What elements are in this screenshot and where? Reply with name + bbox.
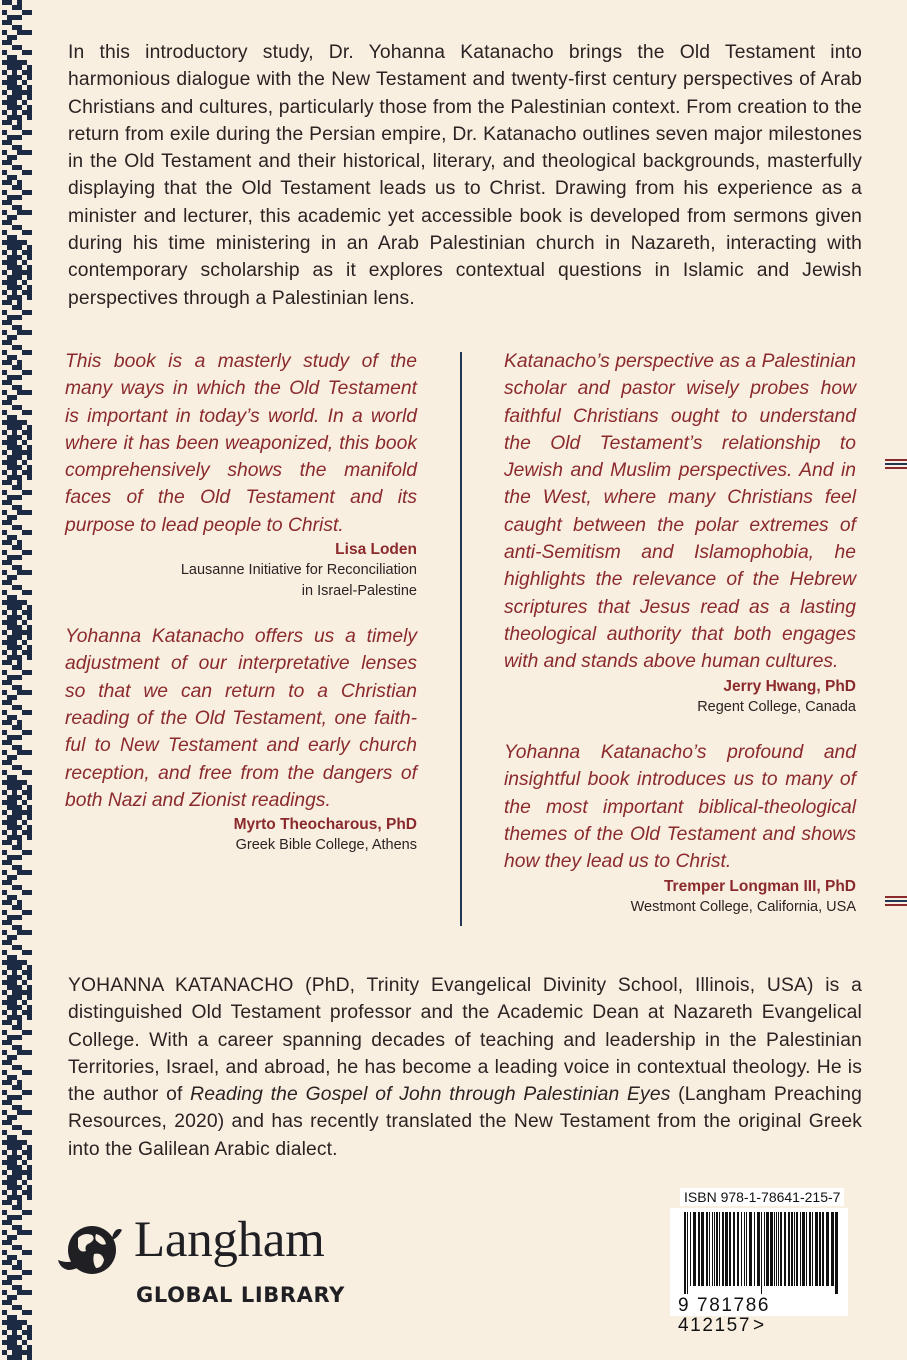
decorative-lines-bottom — [885, 896, 907, 906]
endorser-affiliation: Greek Bible College, Athens — [235, 837, 417, 854]
endorsement-quote: Katanacho’s perspective as a Palestinian scholar and pastor wisely probes how faithful Christians ought to understand the Old Testament’s relationship to Jewish and Muslim perspectives. And in the West, where many Christians feel caught between the polar extremes of anti-Semitism and Islamophobia, he highlights the relevance of the Hebrew scriptures that Jesus read as a lasting theological authority that both engages with and stands above human cultures. — [504, 351, 856, 673]
border-pattern — [0, 0, 34, 1360]
publisher-name: Langham — [134, 1212, 325, 1268]
endorsement — [504, 739, 856, 917]
author-bio — [68, 972, 862, 1163]
intro-paragraph: In this introductory study, Dr. Yohanna Katanacho brings the Old Testament into harmonious dialogue with the New Testament and twenty-first century perspectives of Arab Christians and cultures, particularly those from the Palestinian context. From creation to the return from exile during the Persian empire, Dr. Katanacho outlines seven major milestones in the Old Testament and their historical, literary, and theological backgrounds, masterfully displaying that the Old Testament leads us to Christ. Drawing from his experience as a minister and lecturer, this academic yet accessible book is developed from sermons given during his time ministering in an Arab Palestinian church in Nazareth, interacting with contemporary scholarship as it explores contextual questions in Islamic and Jewish perspectives through a Palestinian lens. — [68, 42, 862, 309]
barcode-chevron: > — [753, 1315, 766, 1336]
barcode-box — [670, 1208, 848, 1336]
isbn-barcode — [670, 1188, 870, 1336]
isbn-label: ISBN 978-1-78641-215-7 — [680, 1188, 844, 1206]
endorsements-right-column — [504, 348, 856, 939]
publisher-subtitle: GLOBAL LIBRARY — [136, 1283, 345, 1307]
author-bio-text: YOHANNA KATANACHO (PhD, Trinity Evangelical Divinity School, Illinois, USA) is a distinguished Old Testament professor and the Academic Dean at Nazareth Evangelical College. With a career spanning decades of teaching and leadership in the Palestinian Territories, Israel, and abroad, he has become a leading voice in contextual theology. He is the author of — [68, 975, 862, 1106]
barcode-digits — [678, 1296, 848, 1336]
book-title: Reading the Gospel of John through Palestinian Eyes — [190, 1084, 671, 1106]
endorsements-left-column — [65, 348, 417, 878]
endorsement-quote: This book is a masterly study of the many ways in which the Old Testament is important in today’s world. In a world where it has been weaponized, this book comprehensively shows the manifold faces of the Old Testament and its purpose to lead people to Christ. — [65, 351, 417, 536]
endorsement-attribution — [65, 815, 417, 856]
endorser-name: Tremper Longman III, PhD — [663, 877, 856, 895]
endorsement-quote: Yohanna Katanacho offers us a timely adjustment of our interpretative lenses so that we can return to a Christian reading of the Old Testament, one faithful to New Testament and early church reception, and free from the dangers of both Nazi and Zionist readings. — [65, 626, 417, 811]
publisher-logo — [56, 1214, 346, 1314]
endorser-affiliation: Lausanne Initiative for Reconciliation — [180, 562, 417, 579]
endorser-affiliation: in Israel-Palestine — [301, 582, 417, 599]
decorative-lines-top — [885, 459, 907, 469]
endorser-affiliation: Regent College, Canada — [697, 698, 856, 715]
globe-hands-icon — [56, 1220, 126, 1282]
endorsement — [65, 623, 417, 856]
column-divider — [460, 352, 462, 926]
endorsement-attribution — [504, 677, 856, 718]
endorsement — [65, 348, 417, 601]
barcode-number: 9 781786 412157 — [678, 1295, 771, 1336]
barcode-bars — [670, 1210, 848, 1296]
endorser-affiliation: Westmont College, California, USA — [630, 898, 856, 915]
endorser-name: Jerry Hwang, PhD — [723, 677, 856, 695]
endorsement-quote: Yohanna Katanacho’s profound and insightful book introduces us to many of the most important biblical-theological themes of the Old Testament and shows how they lead us to Christ. — [504, 742, 856, 873]
endorsement — [504, 348, 856, 717]
endorser-name: Myrto Theocharous, PhD — [233, 816, 417, 834]
author-bio-text: (Langham Preaching Resources, 2020) and has recently translated the New Testament from the original Greek into the Galilean Arabic dialect. — [68, 1084, 862, 1160]
endorser-name: Lisa Loden — [335, 541, 417, 559]
endorsement-attribution — [65, 540, 417, 601]
endorsement-attribution — [504, 877, 856, 918]
